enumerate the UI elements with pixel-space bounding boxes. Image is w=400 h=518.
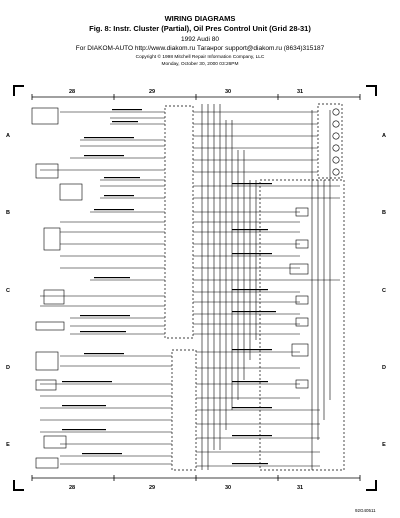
vehicle-label: 1992 Audi 80 xyxy=(181,36,219,43)
row-label-b-right: B xyxy=(382,210,386,216)
column-label-31: 31 xyxy=(296,89,304,95)
left-components xyxy=(32,108,82,468)
column-label-29: 29 xyxy=(148,89,156,95)
row-label-b: B xyxy=(6,210,10,216)
warning-lamp-bulbs xyxy=(333,109,339,175)
column-label-30: 30 xyxy=(224,89,232,95)
row-label-a: A xyxy=(6,133,10,139)
column-label-28-bottom: 28 xyxy=(68,485,76,491)
figure-caption: Fig. 8: Instr. Cluster (Partial), Oil Pres Control Unit (Grid 28-31) xyxy=(89,24,311,33)
copyright-line: Copyright © 1998 Mitchell Repair Information Company, LLC xyxy=(135,55,265,60)
column-label-30-bottom: 30 xyxy=(224,485,232,491)
column-label-29-bottom: 29 xyxy=(148,485,156,491)
warning-lamp-panel xyxy=(260,104,344,470)
right-components xyxy=(290,208,308,388)
row-label-d: D xyxy=(6,365,10,371)
row-label-c-right: C xyxy=(382,288,386,294)
diagram-title: WIRING DIAGRAMS xyxy=(164,14,236,23)
row-label-c: C xyxy=(6,288,10,294)
contact-line: For DIAKOM-AUTO http://www.diakom.ru Таганрог support@diakom.ru (8634)315187 xyxy=(75,45,325,52)
row-label-a-right: A xyxy=(382,133,386,139)
vertical-bus-wires xyxy=(202,104,330,470)
row-label-e-right: E xyxy=(382,442,386,448)
timestamp: Monday, October 30, 2000 03:26PM xyxy=(161,62,239,67)
horizontal-wires-left xyxy=(40,112,172,464)
column-label-28: 28 xyxy=(68,89,76,95)
row-label-d-right: D xyxy=(382,365,386,371)
instrument-cluster-connector xyxy=(165,106,196,470)
row-label-e: E xyxy=(6,442,10,448)
column-label-31-bottom: 31 xyxy=(296,485,304,491)
figure-code: 92G40511 xyxy=(355,508,376,513)
